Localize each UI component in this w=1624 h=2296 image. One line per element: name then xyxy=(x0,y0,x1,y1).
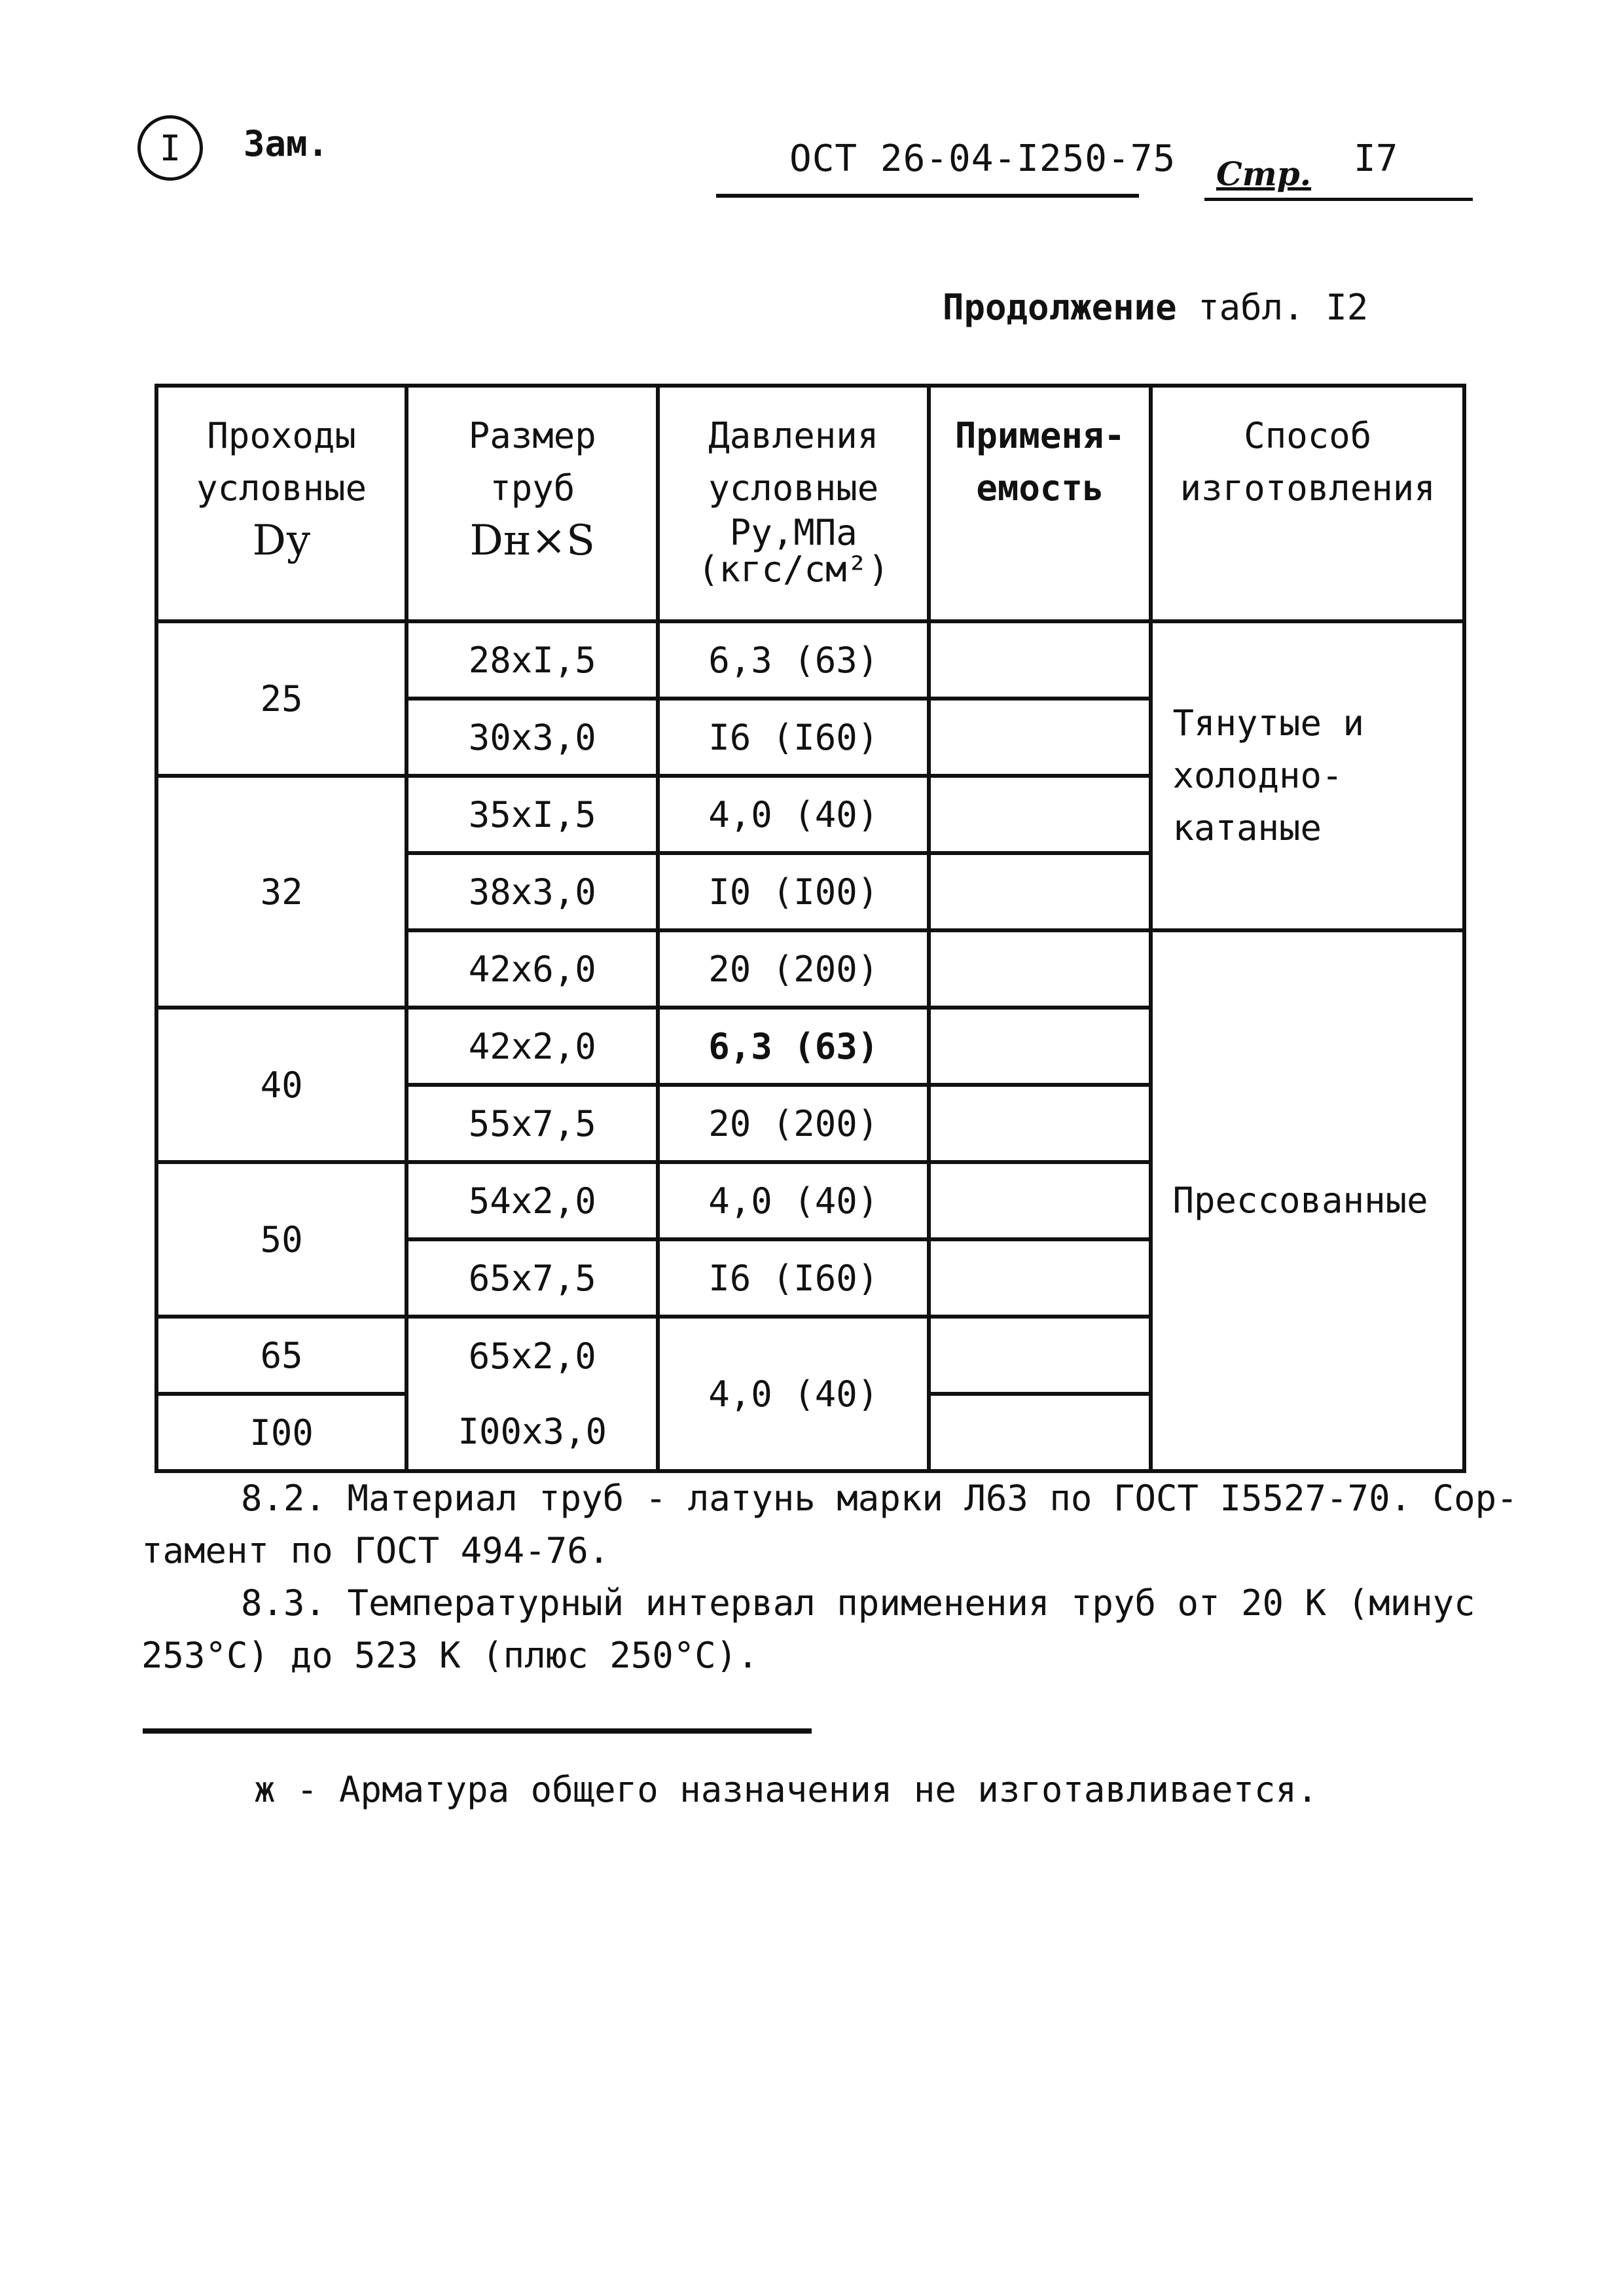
header-pressure xyxy=(658,386,929,621)
header-applicability-line2: емость xyxy=(976,467,1104,509)
cell-applicability xyxy=(929,1085,1151,1162)
header-pressure-line3: Ру,МПа xyxy=(729,512,857,553)
header-dn-line2: условные xyxy=(196,467,367,509)
cell-applicability xyxy=(929,853,1151,930)
cell-dn: I00 xyxy=(156,1394,406,1471)
cell-size: 28xI,5 xyxy=(406,621,658,699)
cell-pressure: I6 (I60) xyxy=(658,1239,929,1317)
paragraph-8-2-line2: тамент по ГОСТ 494-76. xyxy=(141,1530,610,1571)
method-drawn-line3: катаные xyxy=(1172,807,1322,848)
header-applicability-line1: Применя- xyxy=(954,415,1125,456)
cell-size: 65x7,5 xyxy=(406,1239,658,1317)
header-method xyxy=(1151,386,1464,621)
header-method-line1: Способ xyxy=(1244,415,1372,456)
cell-pressure: 6,3 (63) xyxy=(658,621,929,699)
cell-dn: 32 xyxy=(156,776,406,1008)
cell-size: I00x3,0 xyxy=(406,1394,658,1471)
paragraph-8-3-line2: 253°С) до 523 К (плюс 250°С). xyxy=(141,1635,759,1676)
header-size-line1: Размер xyxy=(468,415,596,456)
footnote: ж - Арматура общего назначения не изготавливается. xyxy=(254,1769,1318,1810)
cell-pressure: 20 (200) xyxy=(658,1085,929,1162)
document-code: ОСТ 26-04-I250-75 xyxy=(789,137,1176,180)
cell-method-pressed: Прессованные xyxy=(1151,930,1464,1471)
header-applicability xyxy=(929,386,1151,621)
header-method-line2: изготовления xyxy=(1180,467,1435,509)
paragraph-8-3-line1: 8.3. Температурный интервал применения труб от 20 К (минус xyxy=(241,1582,1475,1624)
page-label: Стр. xyxy=(1216,155,1312,193)
cell-applicability xyxy=(929,776,1151,853)
header-dn-line1: Проходы xyxy=(207,415,356,456)
table-caption xyxy=(943,287,1368,328)
header-size-symbol: Dн×S xyxy=(469,517,595,565)
cell-size: 54x2,0 xyxy=(406,1162,658,1239)
header-pressure-line1: Давления xyxy=(708,415,879,456)
pipe-spec-table xyxy=(154,384,1466,1473)
header-pressure-line4: (кгс/см²) xyxy=(697,549,890,590)
cell-applicability xyxy=(929,699,1151,776)
cell-applicability xyxy=(929,1239,1151,1317)
cell-pressure: 20 (200) xyxy=(658,930,929,1008)
cell-size: 35xI,5 xyxy=(406,776,658,853)
change-label: Зам. xyxy=(244,123,329,164)
table-header-row xyxy=(156,386,1464,621)
cell-applicability xyxy=(929,621,1151,699)
paragraph-8-2-line1: 8.2. Материал труб - латунь марки Л63 по ГОСТ I5527-70. Сор- xyxy=(241,1478,1518,1519)
header-rule-left xyxy=(716,194,1139,198)
header-rule-right xyxy=(1204,198,1473,201)
cell-size: 38x3,0 xyxy=(406,853,658,930)
cell-dn: 50 xyxy=(156,1162,406,1317)
cell-dn: 65 xyxy=(156,1317,406,1394)
cell-pressure: 4,0 (40) xyxy=(658,776,929,853)
cell-applicability xyxy=(929,1317,1151,1394)
cell-pressure: 4,0 (40) xyxy=(658,1317,929,1471)
cell-size: 30x3,0 xyxy=(406,699,658,776)
method-drawn-line2: холодно- xyxy=(1172,755,1343,796)
cell-pressure: I0 (I00) xyxy=(658,853,929,930)
cell-applicability xyxy=(929,930,1151,1008)
cell-dn: 40 xyxy=(156,1008,406,1162)
cell-pressure: 4,0 (40) xyxy=(658,1162,929,1239)
header-dn-symbol: Dу xyxy=(252,517,311,565)
cell-size: 42x6,0 xyxy=(406,930,658,1008)
cell-applicability xyxy=(929,1394,1151,1471)
header-size xyxy=(406,386,658,621)
change-mark: I xyxy=(137,115,203,181)
header-size-line2: труб xyxy=(490,467,575,509)
header-dn xyxy=(156,386,406,621)
cell-applicability xyxy=(929,1162,1151,1239)
caption-suffix: табл. I2 xyxy=(1198,287,1369,328)
cell-pressure: 6,3 (63) xyxy=(658,1008,929,1085)
caption-prefix: Продолжение xyxy=(943,287,1177,328)
cell-size: 42x2,0 xyxy=(406,1008,658,1085)
cell-applicability xyxy=(929,1008,1151,1085)
method-drawn-line1: Тянутые и xyxy=(1172,702,1365,744)
cell-size: 55x7,5 xyxy=(406,1085,658,1162)
cell-dn: 25 xyxy=(156,621,406,776)
cell-size: 65x2,0 xyxy=(406,1317,658,1394)
footnote-rule xyxy=(143,1728,812,1734)
table-row xyxy=(156,621,1464,699)
header-pressure-line2: условные xyxy=(708,467,879,509)
cell-method-drawn xyxy=(1151,621,1464,930)
page-number: I7 xyxy=(1354,137,1398,180)
cell-pressure: I6 (I60) xyxy=(658,699,929,776)
